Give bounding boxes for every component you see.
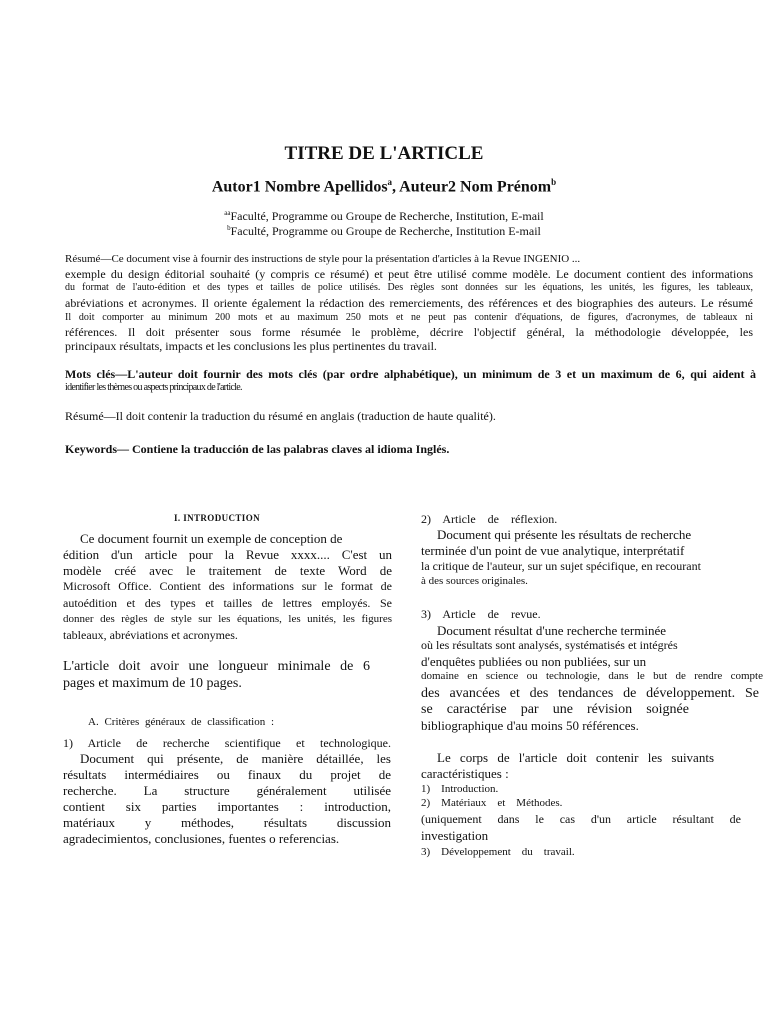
intro-line: tableaux, abréviations et acronymes. bbox=[63, 628, 238, 642]
body-line: 3) Développement du travail. bbox=[421, 846, 575, 858]
intro-line: modèle créé avec le traitement de texte Word de bbox=[63, 563, 392, 578]
item3-line: se caractérise par une révision soignée bbox=[421, 702, 689, 717]
item3-line: Document résultat d'une recherche terminée bbox=[437, 623, 667, 638]
abstract-line: Résumé—Ce document vise à fournir des instructions de style pour la présentation d'articles à la Revue INGENIO ... bbox=[65, 253, 581, 265]
abstract-line: Il doit comporter au minimum 200 mots et au maximum 250 mots et ne peut pas contenir d'équations, de figures, d'acronymes, de tableaux ni bbox=[65, 312, 753, 323]
abstract-line: du format de l'auto-édition et des types et tailles de police utilisés. Des règles sont données sur les équations, les unités, les figures, les tableaux, bbox=[65, 282, 753, 293]
item3-line: domaine en science ou technologie, dans le but de rendre compte bbox=[421, 670, 763, 682]
body-line: investigation bbox=[421, 828, 489, 843]
body-line: Le corps de l'article doit contenir les suivants bbox=[437, 750, 714, 765]
intro-line: Microsoft Office. Contient des informations sur le format de bbox=[63, 579, 392, 593]
author-2-sup: b bbox=[551, 177, 557, 187]
intro-line: autoédition et des types et tailles de lettres employés. Se bbox=[63, 596, 392, 610]
abstract-en: Résumé—Il doit contenir la traduction du résumé en anglais (traduction de haute qualité). bbox=[65, 409, 496, 423]
keywords-en: Keywords— Contiene la traducción de las palabras claves al idioma Inglés. bbox=[65, 442, 450, 456]
length-line: pages et maximum de 10 pages. bbox=[63, 676, 242, 691]
item2-line: terminée d'un point de vue analytique, interprétatif bbox=[421, 543, 685, 558]
subheading-criteria: A. Critères généraux de classification : bbox=[88, 716, 275, 728]
item1-line: agradecimientos, conclusiones, fuentes o referencias. bbox=[63, 831, 340, 846]
body-line: 2) Matériaux et Méthodes. bbox=[421, 797, 563, 809]
item2-line: à des sources originales. bbox=[421, 575, 528, 587]
abstract-line: exemple du design éditorial souhaité (y compris ce résumé) et peut être utilisé comme modèle. Le document contient des informations bbox=[65, 267, 753, 281]
abstract-line: références. Il doit présenter sous forme résumée le problème, décrire l'objectif général, la méthodologie développée, les bbox=[65, 325, 753, 339]
item3-line: bibliographique d'au moins 50 références. bbox=[421, 718, 639, 733]
item1-line: Document qui présente, de manière détaillée, les bbox=[80, 751, 391, 766]
item1-line: 1) Article de recherche scientifique et technologique. bbox=[63, 736, 391, 750]
author-1: Autor1 Nombre Apellidos bbox=[211, 178, 388, 196]
section-heading-introduction: I. INTRODUCTION bbox=[174, 513, 261, 523]
author-1-sup: a bbox=[387, 177, 393, 187]
item1-line: matériaux y méthodes, résultats discussion bbox=[63, 815, 391, 830]
item1-line: résultats intermédiaires ou finaux du projet de bbox=[63, 767, 391, 782]
body-line: (uniquement dans le cas d'un article résultant de bbox=[421, 812, 741, 826]
author-2: , Auteur2 Nom Prénom bbox=[392, 178, 552, 196]
abstract-line: principaux résultats, impacts et les conclusions les plus pertinentes du travail. bbox=[65, 339, 437, 353]
abstract-line: abréviations et acronymes. Il oriente également la rédaction des remerciements, des références et des biographies des auteurs. Le résumé bbox=[65, 296, 753, 310]
keywords-fr-line-1: Mots clés—L'auteur doit fournir des mots clés (par ordre alphabétique), un minimum de 3 et un maximum de 6, qui aident à bbox=[65, 367, 756, 381]
keywords-fr-line-2: identifier les thèmes ou aspects principaux de l'article. bbox=[65, 382, 242, 393]
intro-line: donner des règles de style sur les équations, les unités, les figures bbox=[63, 613, 392, 625]
item2-line: 2) Article de réflexion. bbox=[421, 512, 558, 526]
item3-line: 3) Article de revue. bbox=[421, 607, 541, 621]
body-line: caractéristiques : bbox=[421, 766, 509, 781]
item1-line: recherche. La structure généralement utilisée bbox=[63, 783, 391, 798]
intro-line: édition d'un article pour la Revue xxxx.... C'est un bbox=[63, 547, 392, 562]
item3-line: où les résultats sont analysés, systématisés et intégrés bbox=[421, 638, 678, 652]
item2-line: la critique de l'auteur, sur un sujet spécifique, en recourant bbox=[421, 559, 701, 573]
item3-line: d'enquêtes publiées ou non publiées, sur un bbox=[421, 654, 647, 669]
body-line: 1) Introduction. bbox=[421, 783, 499, 795]
affiliation-1: $^{aa}$Faculté, Programme ou Groupe de Recherche, Institution, E-mail bbox=[224, 209, 544, 223]
item3-line: des avancées et des tendances de développement. Se bbox=[421, 686, 759, 701]
item1-line: contient six parties importantes : introduction, bbox=[63, 799, 391, 814]
item2-line: Document qui présente les résultats de recherche bbox=[437, 527, 692, 542]
intro-line: Ce document fournit un exemple de conception de bbox=[80, 531, 343, 546]
article-title: TITRE DE L'ARTICLE bbox=[284, 143, 484, 164]
affiliation-2: $^b$Faculté, Programme ou Groupe de Recherche, Institution E-mail bbox=[227, 224, 541, 238]
author-line bbox=[0, 178, 768, 195]
length-line: L'article doit avoir une longueur minimale de 6 bbox=[63, 659, 370, 674]
